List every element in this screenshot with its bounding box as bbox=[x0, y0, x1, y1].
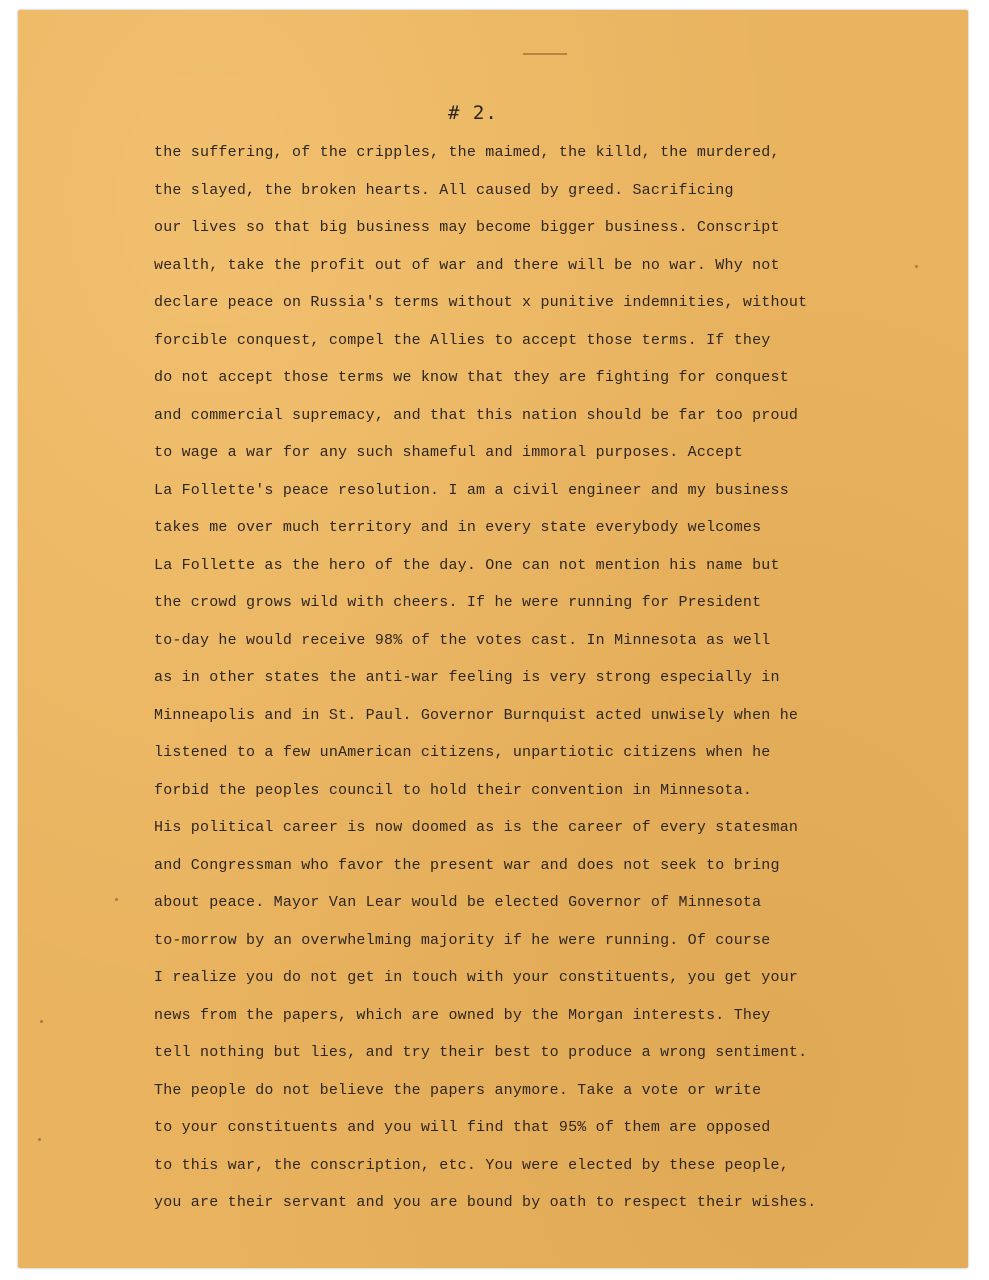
text-line: you are their servant and you are bound by oath to respect their wishes. bbox=[154, 1194, 817, 1211]
text-line: the slayed, the broken hearts. All caused by greed. Sacrificing bbox=[154, 181, 734, 199]
text-line: I realize you do not get in touch with your constituents, you get your bbox=[154, 969, 799, 986]
typewritten-page bbox=[18, 10, 968, 1268]
text-line: wealth, take the profit out of war and there will be no war. Why not bbox=[154, 256, 780, 274]
text-line: the suffering, of the cripples, the maimed, the killd, the murdered, bbox=[154, 144, 780, 161]
text-line: La Follette as the hero of the day. One can not mention his name but bbox=[154, 556, 780, 574]
text-line: the crowd grows wild with cheers. If he were running for President bbox=[154, 594, 762, 611]
page-number: # 2. bbox=[448, 102, 498, 124]
text-line: tell nothing but lies, and try their best to produce a wrong sentiment. bbox=[154, 1044, 808, 1061]
text-line: news from the papers, which are owned by the Morgan interests. They bbox=[154, 1006, 771, 1024]
text-line: to this war, the conscription, etc. You were elected by these people, bbox=[154, 1156, 789, 1174]
text-line: and commercial supremacy, and that this nation should be far too proud bbox=[154, 406, 799, 424]
text-line: as in other states the anti-war feeling is very strong especially in bbox=[154, 669, 780, 686]
paper-speck bbox=[915, 265, 918, 268]
text-line: His political career is now doomed as is the career of every statesman bbox=[154, 819, 799, 836]
text-line: Minneapolis and in St. Paul. Governor Burnquist acted unwisely when he bbox=[154, 706, 799, 724]
text-line: and Congressman who favor the present war and does not seek to bring bbox=[154, 856, 780, 874]
text-line: La Follette's peace resolution. I am a civil engineer and my business bbox=[154, 481, 789, 499]
text-line: our lives so that big business may become bigger business. Conscript bbox=[154, 219, 780, 236]
text-line: listened to a few unAmerican citizens, unpartiotic citizens when he bbox=[154, 744, 771, 761]
paper-speck bbox=[115, 898, 118, 901]
text-line: to wage a war for any such shameful and immoral purposes. Accept bbox=[154, 444, 743, 461]
text-line: The people do not believe the papers anymore. Take a vote or write bbox=[154, 1081, 762, 1099]
text-line: to-morrow by an overwhelming majority if he were running. Of course bbox=[154, 931, 771, 949]
text-line: takes me over much territory and in every state everybody welcomes bbox=[154, 519, 762, 536]
text-line: declare peace on Russia's terms without x punitive indemnities, without bbox=[154, 294, 808, 311]
text-line: forcible conquest, compel the Allies to accept those terms. If they bbox=[154, 331, 771, 349]
text-line: about peace. Mayor Van Lear would be elected Governor of Minnesota bbox=[154, 894, 762, 911]
paper-mark bbox=[523, 53, 567, 55]
text-line: do not accept those terms we know that they are fighting for conquest bbox=[154, 369, 789, 386]
paper-speck bbox=[38, 1138, 41, 1141]
paper-speck bbox=[40, 1020, 43, 1023]
text-line: to your constituents and you will find that 95% of them are opposed bbox=[154, 1119, 771, 1136]
text-line: forbid the peoples council to hold their convention in Minnesota. bbox=[154, 781, 753, 799]
letter-body bbox=[154, 134, 834, 1222]
text-line: to-day he would receive 98% of the votes cast. In Minnesota as well bbox=[154, 631, 771, 649]
